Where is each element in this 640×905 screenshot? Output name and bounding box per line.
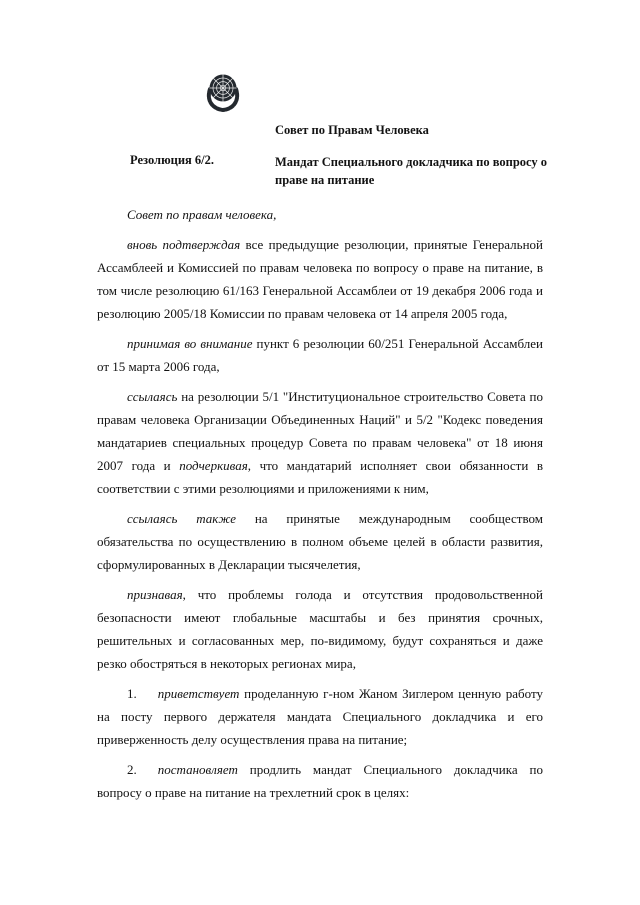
body-text: все предыдущие резолюции, принятые Генеральной Ассамблеей и Комиссией по правам человека по вопросу о праве на питание, в том числе резолюцию 61/163 Генеральной Ассамблеи от 19 декабря 2006 года и резолюцию 2005/18 Комиссии по правам человека от 14 апреля 2005 года, — [97, 237, 543, 321]
body-text: на принятые международным сообществом обязательства по осуществлению в полном объеме целей в области развития, сформулированных в Декларации тысячелетия, — [97, 511, 543, 572]
org-title: Совет по Правам Человека — [275, 123, 429, 137]
paragraph — [97, 682, 543, 751]
italic-lead-text: подчеркивая — [179, 458, 248, 473]
body-text: , что мандатарий исполняет свои обязанности в соответствии с этими резолюциями и приложениями к ним, — [97, 458, 544, 496]
paragraph-number: 1. — [127, 686, 137, 701]
body-text: , что проблемы голода и отсутствия продовольственной безопасности имеют глобальные масштабы и без принятия срочных, решительных и согласованных мер, по-видимому, будут сохраняться и даже резко обостряться в некоторых регионах мира, — [97, 587, 543, 671]
paragraph — [97, 507, 543, 576]
paragraph — [97, 233, 543, 325]
document-body — [97, 203, 543, 811]
italic-lead-text: ссылаясь также — [127, 511, 237, 526]
paragraph-number: 2. — [127, 762, 137, 777]
italic-lead-text: ссылаясь — [127, 389, 178, 404]
italic-lead-text: принимая во внимание — [127, 336, 253, 351]
italic-lead-text: признавая — [127, 587, 183, 602]
paragraph — [97, 203, 543, 226]
body-text: пункт 6 резолюции 60/251 Генеральной Ассамблеи от 15 марта 2006 года, — [97, 336, 543, 374]
resolution-label: Резолюция 6/2. — [130, 153, 215, 167]
un-emblem-icon — [201, 69, 245, 115]
resolution-title: Мандат Специального докладчика по вопросу о праве на питание — [275, 155, 548, 187]
paragraph — [97, 332, 543, 378]
body-text: проделанную г-ном Жаном Зиглером ценную работу на посту первого держателя мандата Специального докладчика и его приверженность делу осуществления права на питание; — [97, 686, 543, 747]
italic-lead-text: Совет по правам человека, — [127, 207, 277, 222]
italic-lead-text: приветствует — [157, 686, 240, 701]
italic-lead-text: постановляет — [157, 762, 238, 777]
body-text: на резолюции 5/1 "Институциональное строительство Совета по правам человека Организации Объединенных Наций" и 5/2 "Кодекс поведения мандатариев специальных процедур Совета по правам человека" от 18 июня 2007 года и — [97, 389, 543, 473]
italic-lead-text: вновь подтверждая — [127, 237, 241, 252]
body-text: продлить мандат Специального докладчика по вопросу о праве на питание на трехлетний срок в целях: — [97, 762, 543, 800]
paragraph — [97, 758, 543, 804]
paragraph — [97, 583, 543, 675]
paragraph — [97, 385, 543, 500]
